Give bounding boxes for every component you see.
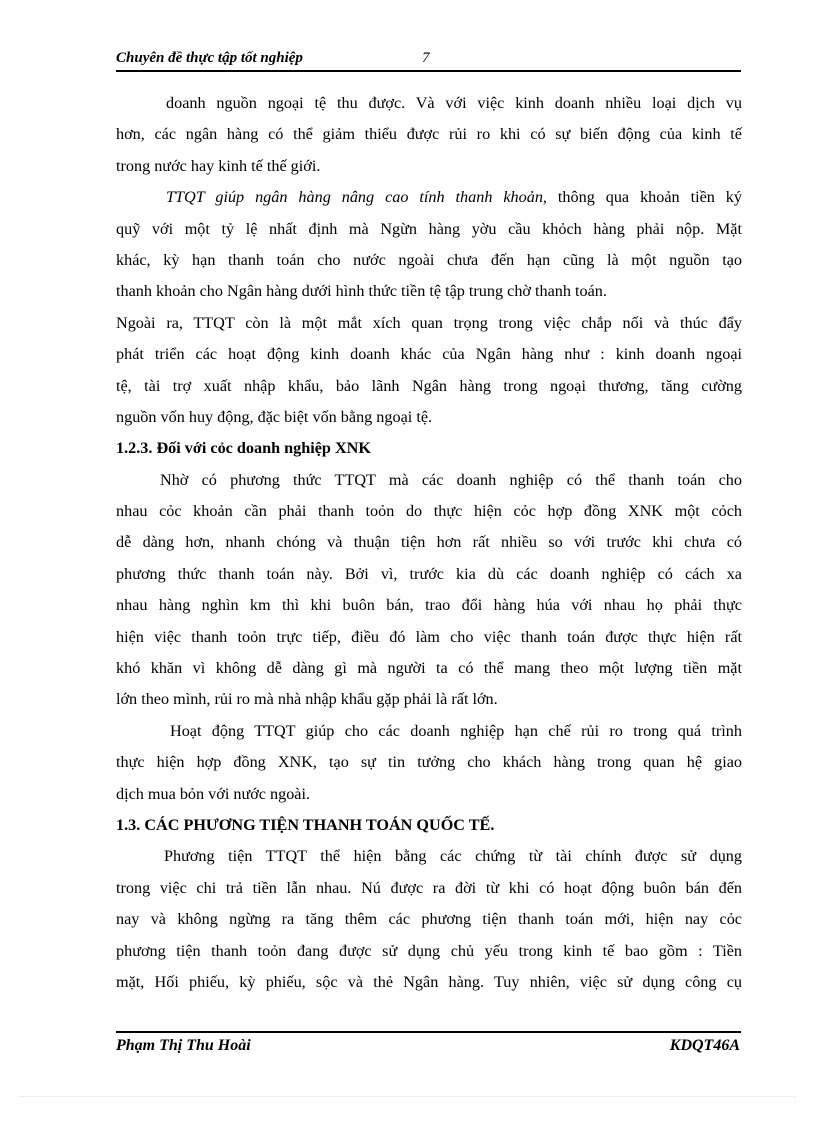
footer-rule	[116, 1031, 741, 1033]
page-header	[116, 48, 741, 70]
text-line: nguồn vốn huy động, đặc biệt vốn bằng ngoại tệ.	[116, 407, 433, 426]
text-line: khác, kỳ hạn thanh toán cho nước ngoài chưa đến hạn cũng là một nguồn tạo	[116, 250, 742, 269]
text-line: hiện việc thanh toỏn trực tiếp, điều đó làm cho việc thanh toán được thực hiện rất	[116, 627, 742, 646]
header-rule	[116, 70, 741, 72]
text-line: hơn, các ngân hàng có thể giảm thiểu được rủi ro khi có sự biến động của kinh tế	[116, 125, 742, 144]
section-heading: 1.2.3. Đối với cỏc doanh nghiệp XNK	[116, 439, 371, 458]
text-line: thực hiện hợp đồng XNK, tạo sự tin tưởng cho khách hàng trong quan hệ giao	[116, 753, 742, 772]
emphasis-phrase: TTQT giúp ngân hàng nâng cao tính thanh khoản	[166, 188, 543, 207]
text-line	[116, 182, 742, 213]
document-body	[116, 88, 742, 998]
text-line: Hoạt động TTQT giúp cho các doanh nghiệp hạn chế rủi ro trong quá trình	[170, 721, 742, 740]
section-heading: 1.3. CÁC PHƯƠNG TIỆN THANH TOÁN QUỐC TẾ.	[116, 815, 495, 834]
page-number: 7	[422, 50, 430, 66]
text-line: khó khăn vì không dễ dàng gì mà người ta có thể mang theo một lượng tiền mặt	[116, 659, 742, 678]
page-edge-dotted-line	[20, 1096, 796, 1097]
text-line: phát triển các hoạt động kinh doanh khác của Ngân hàng như : kinh doanh ngoại	[116, 345, 742, 364]
text-line: nhau hàng nghìn km thì khi buôn bán, trao đổi hàng húa với nhau họ phải thực	[116, 596, 742, 615]
footer-author: Phạm Thị Thu Hoài	[116, 1037, 251, 1054]
text-line: nhau cỏc khoản cần phải thanh toỏn do thực hiện cỏc hợp đồng XNK một cỏch	[116, 502, 742, 521]
text-line: mặt, Hối phiếu, kỳ phiếu, sộc và thẻ Ngân hàng. Tuy nhiên, việc sử dụng công cụ	[116, 972, 742, 991]
text-line: trong nước hay kinh tế thế giới.	[116, 156, 321, 175]
header-title: Chuyên đề thực tập tốt nghiệp	[116, 50, 303, 66]
text-fragment: , thông qua khoản tiền ký	[542, 188, 742, 207]
footer-code: KDQT46A	[669, 1037, 740, 1054]
text-line: dễ dàng hơn, nhanh chóng và thuận tiện hơn rất nhiều so với trước khi chưa có	[116, 533, 742, 552]
text-line: trong việc chi trả tiền lẫn nhau. Nú được ra đời từ khi có hoạt động buôn bán đến	[116, 878, 742, 897]
text-line: phương tiện thanh toỏn đang được sử dụng chủ yếu trong kinh tế bao gồm : Tiền	[116, 941, 742, 960]
text-line: Nhờ có phương thức TTQT mà các doanh nghiệp có thể thanh toán cho	[160, 470, 742, 489]
text-line: Phương tiện TTQT thể hiện bằng các chứng từ tài chính được sử dụng	[164, 847, 742, 866]
text-line: dịch mua bỏn với nước ngoài.	[116, 784, 311, 803]
text-line: phương thức thanh toán này. Bởi vì, trước kia dù các doanh nghiệp có cách xa	[116, 564, 742, 583]
text-line: doanh nguồn ngoại tệ thu được. Và với việc kinh doanh nhiều loại dịch vụ	[166, 94, 742, 112]
text-line: quỹ với một tỷ lệ nhất định mà Ngừn hàng yờu cầu khỏch hàng phải nộp. Mặt	[116, 219, 742, 238]
text-line: Ngoài ra, TTQT còn là một mắt xích quan trọng trong việc chắp nối và thúc đẩy	[116, 313, 742, 332]
text-line: nay và không ngừng ra tăng thêm các phương tiện thanh toán mới, hiện nay cỏc	[116, 910, 742, 929]
text-line: lớn theo mình, rủi ro mà nhà nhập khẩu gặp phải là rất lớn.	[116, 690, 498, 709]
text-line: tệ, tài trợ xuất nhập khẩu, bảo lãnh Ngân hàng trong ngoại thương, tăng cường	[116, 376, 742, 395]
text-line: thanh khoản cho Ngân hàng dưới hình thức tiền tệ tập trung chờ thanh toán.	[116, 282, 607, 301]
